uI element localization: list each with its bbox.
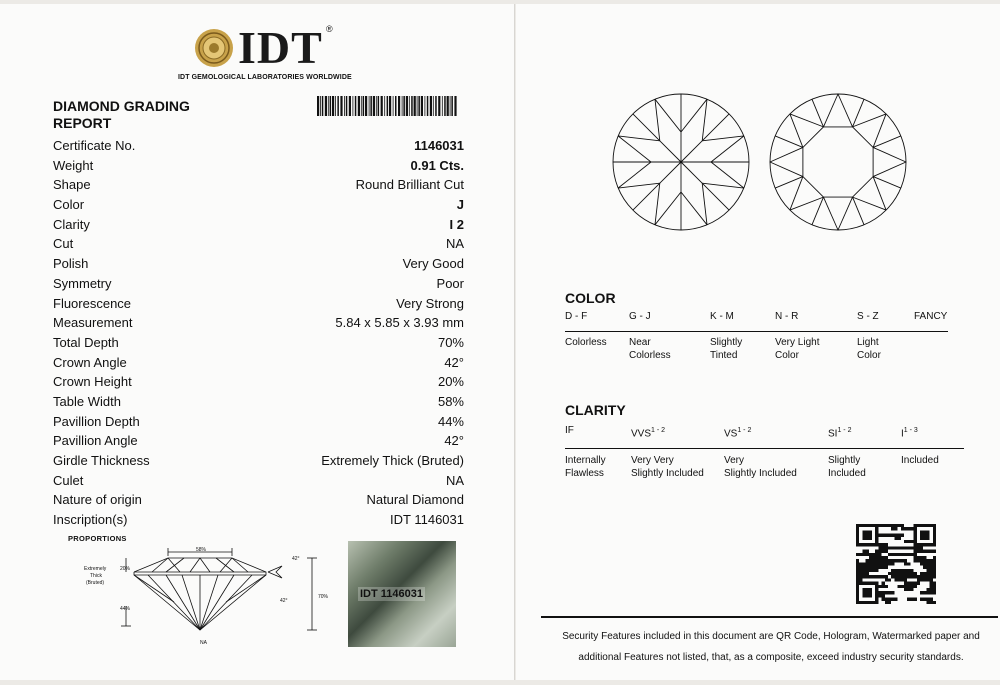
color-grade-desc: Slightly [710,337,743,348]
detail-row [53,451,464,471]
detail-value: I 2 [449,216,464,232]
color-title: COLOR [565,290,616,306]
color-grade-desc: Near [629,337,651,348]
report-title: DIAMOND GRADING REPORT [53,98,190,131]
detail-value: Natural Diamond [366,492,464,508]
clarity-grade-range [565,425,574,437]
clarity-grade-code: VVS [631,428,652,440]
detail-row [53,490,464,510]
detail-value: 0.91 Cts. [410,157,464,173]
security-line-2: additional Features not listed, that, as a composite, exceed industry security standards. [578,652,964,663]
clarity-grade-sup: 1 - 2 [737,427,752,434]
detail-value: Poor [436,275,464,291]
detail-row [53,412,464,432]
clarity-grade-desc: Internally [565,455,606,466]
footer-divider [541,616,998,618]
color-grade-range: S - Z [857,311,879,322]
detail-row [53,156,464,176]
crown-plot-diagram [611,92,751,232]
security-note [546,626,996,668]
prop-girdle-3: (Bruted) [86,580,105,586]
clarity-grade-desc: Flawless [565,468,604,479]
prop-girdle-1: Extremely [84,566,107,572]
detail-value: Very Strong [396,295,464,311]
detail-label: Shape [53,177,91,193]
detail-value: NA [445,236,464,252]
prop-crown-height: 20% [120,566,131,572]
detail-value: 70% [437,334,464,350]
detail-label: Table Width [53,393,121,409]
prop-total-depth: 70% [318,594,329,600]
detail-label: Color [53,197,85,213]
color-grade-desc: Light [857,337,879,348]
detail-label: Crown Angle [53,354,127,370]
detail-value: 58% [437,393,464,409]
detail-row [53,234,464,254]
detail-value: 42° [444,433,464,449]
detail-label: Weight [53,157,94,173]
registered-mark: ® [326,24,333,34]
detail-value: 5.84 x 5.85 x 3.93 mm [335,315,464,331]
detail-label: Symmetry [53,275,112,291]
detail-label: Polish [53,256,89,272]
proportions-title: PROPORTIONS [68,534,127,543]
color-grade-desc: Very Light [775,337,820,348]
detail-label: Culet [53,472,84,488]
prop-pavilion-depth: 44% [120,606,131,612]
detail-row [53,372,464,392]
detail-row [53,136,464,156]
detail-label: Total Depth [53,334,119,350]
clarity-grade-desc: Included [901,455,939,466]
detail-label: Girdle Thickness [53,453,150,468]
clarity-grade-code: VS [724,428,738,440]
right-panel [516,4,1000,680]
color-grade-range: G - J [629,311,651,322]
detail-row [53,215,464,235]
clarity-grade-desc: Very Very [631,455,674,466]
clarity-grade-code: IF [565,425,574,436]
color-grade-desc: Color [857,350,881,361]
color-grade-range: K - M [710,311,734,322]
clarity-grade-desc: Very [724,455,745,466]
barcode-icon [317,96,459,116]
details-list [53,136,464,530]
prop-crown-angle: 42° [292,556,300,562]
detail-label: Certificate No. [53,138,136,153]
lab-name: IDT GEMOLOGICAL LABORATORIES WORLDWIDE [178,74,352,81]
detail-row [53,254,464,274]
color-grade-range: FANCY [914,311,948,322]
clarity-grade-sup: 1 - 2 [837,427,852,434]
proportions-diagram [82,542,332,652]
clarity-grade-desc: Slightly Included [631,468,704,479]
detail-value: Extremely Thick (Bruted) [321,453,464,468]
clarity-grade-range [724,425,751,440]
clarity-grade-range [631,425,665,440]
color-grade-desc: Color [775,350,799,361]
detail-label: Clarity [53,216,90,232]
detail-label: Pavillion Depth [53,413,140,429]
detail-label: Pavillion Angle [53,433,138,449]
clarity-grade-sup: 1 - 2 [651,427,666,434]
detail-row [53,333,464,353]
clarity-grade-range [828,425,851,440]
detail-row [53,510,464,530]
detail-row [53,392,464,412]
logo-text: IDT [238,22,323,73]
clarity-grade-desc: Slightly [828,455,861,466]
gold-seal-icon [194,28,234,68]
detail-value: 20% [437,374,464,390]
detail-row [53,353,464,373]
prop-pavilion-angle: 42° [280,598,288,604]
qr-code-icon [856,524,936,604]
clarity-grade-desc: Included [828,468,866,479]
color-grade-desc: Tinted [710,350,738,361]
detail-row [53,471,464,491]
clarity-grade-sup: 1 - 3 [903,427,918,434]
detail-label: Crown Height [53,374,132,390]
color-divider [565,331,948,332]
detail-value: Round Brilliant Cut [355,177,464,193]
clarity-title: CLARITY [565,402,626,418]
detail-row [53,294,464,314]
detail-label: Inscription(s) [53,512,128,528]
detail-label: Cut [53,236,74,252]
detail-value: Very Good [402,256,464,272]
prop-table-width: 58% [196,547,207,553]
clarity-grade-code: I [901,428,904,440]
detail-value: NA [445,472,464,488]
clarity-grade-desc: Slightly Included [724,468,797,479]
detail-value: 44% [437,413,464,429]
detail-label: Measurement [53,315,133,331]
pavilion-plot-diagram [768,92,908,232]
left-panel [0,4,514,680]
clarity-grade-range [901,425,918,440]
detail-value: IDT 1146031 [390,512,464,528]
inscription-photo-text: IDT 1146031 [360,588,423,600]
detail-row [53,175,464,195]
detail-value: 42° [444,354,464,370]
color-grade-range: D - F [565,311,588,322]
clarity-divider [565,448,964,449]
detail-row [53,195,464,215]
detail-label: Nature of origin [53,492,142,508]
color-grade-range: N - R [775,311,799,322]
detail-row [53,431,464,451]
security-line-1: Security Features included in this document are QR Code, Hologram, Watermarked paper and [562,631,980,642]
prop-girdle-2: Thick [90,573,102,579]
prop-culet: NA [200,640,207,646]
inscription-photo [348,541,456,647]
detail-value: J [456,197,464,213]
detail-row [53,313,464,333]
detail-label: Fluorescence [53,295,132,311]
color-grade-desc: Colorless [565,337,607,348]
clarity-grade-code: SI [828,428,838,440]
detail-row [53,274,464,294]
color-grade-desc: Colorless [629,350,671,361]
detail-value: 1146031 [414,138,464,153]
